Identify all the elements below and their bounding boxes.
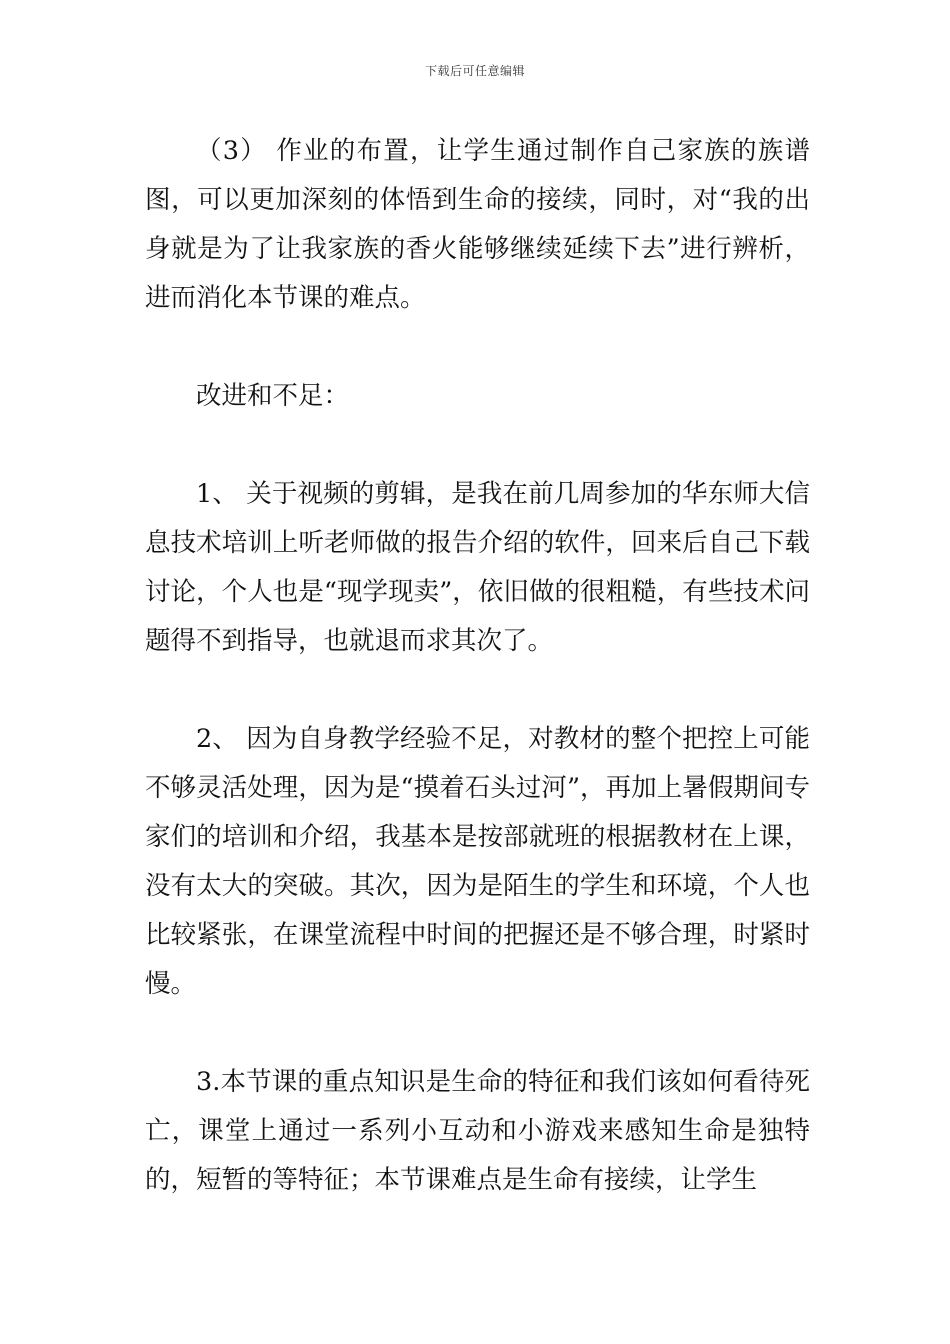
paragraph-point-2: 2、 因为自身教学经验不足，对教材的整个把控上可能不够灵活处理，因为是“摸着石头过河”，再加上暑假期间专家们的培训和介绍，我基本是按部就班的根据教材在上课，没有太大的突破。其次，因为是陌生的学生和环境，个人也比较紧张，在课堂流程中时间的把握还是不够合理，时紧时慢。 xyxy=(145,724,810,999)
page-header: 下载后可任意编辑 xyxy=(424,64,525,78)
paragraph-point-3: 3.本节课的重点知识是生命的特征和我们该如何看待死亡，课堂上通过一系列小互动和小游戏来感知生命是独特的，短暂的等特征；本节课难点是生命有接续，让学生 xyxy=(145,1067,810,1195)
document-body xyxy=(145,127,810,1205)
paragraph-improvements-heading: 改进和不足： xyxy=(196,381,350,411)
paragraph-homework: （3） 作业的布置，让学生通过制作自己家族的族谱图，可以更加深刻的体悟到生命的接续，同时，对“我的出身就是为了让我家族的香火能够继续延续下去”进行辨析，进而消化本节课的难点。 xyxy=(145,136,810,313)
paragraph-point-1: 1、 关于视频的剪辑，是我在前几周参加的华东师大信息技术培训上听老师做的报告介绍的软件，回来后自己下载讨论，个人也是“现学现卖”，依旧做的很粗糙，有些技术问题得不到指导，也就退而求其次了。 xyxy=(145,479,810,656)
